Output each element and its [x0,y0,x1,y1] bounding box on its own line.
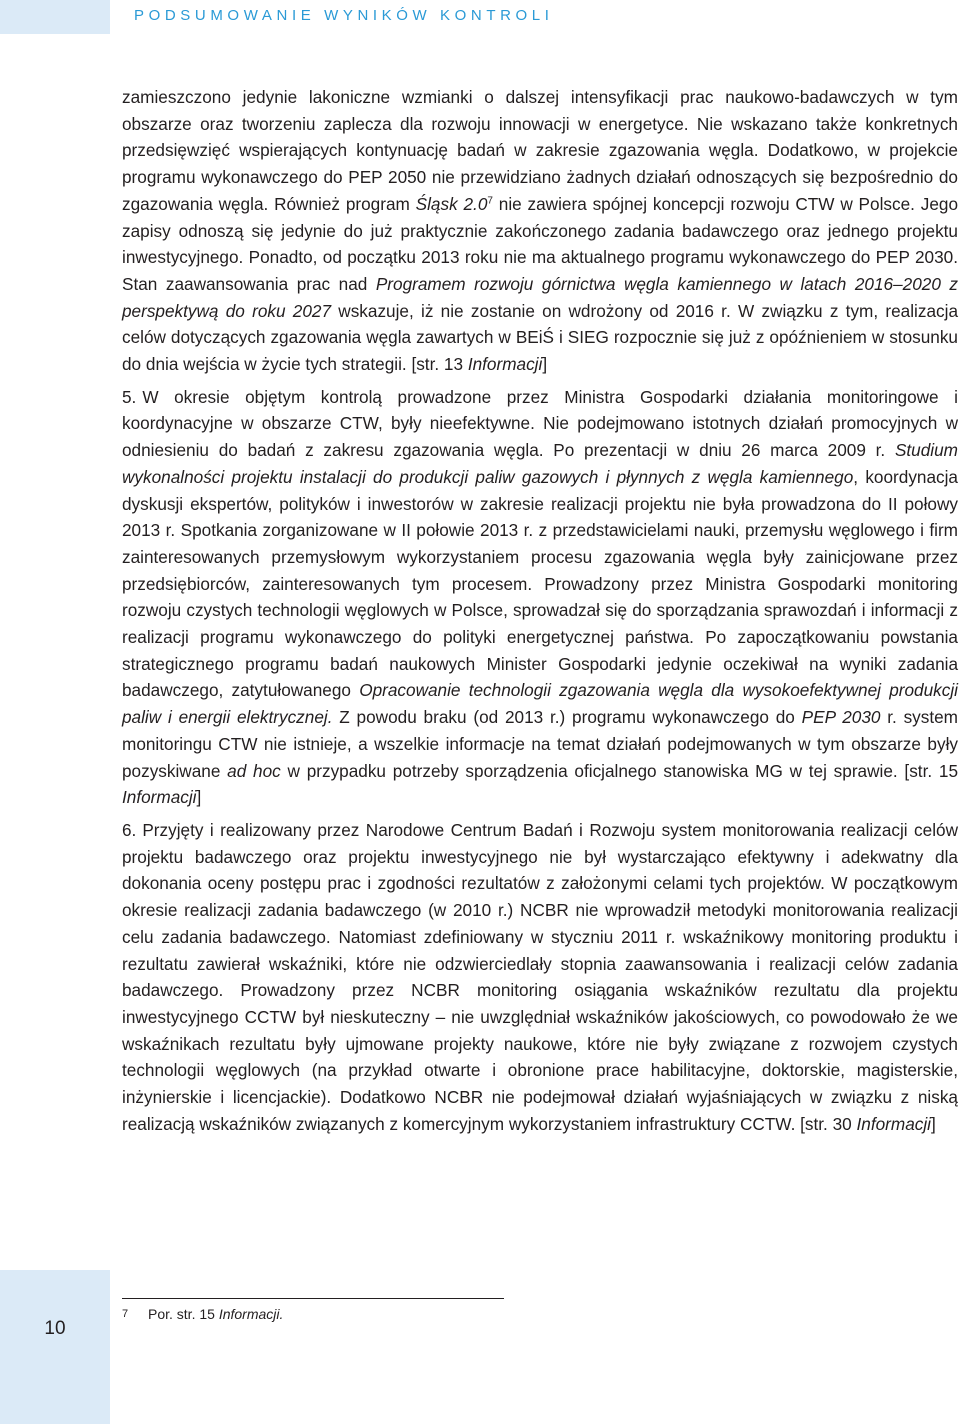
paragraph-number: 5. [122,386,137,407]
footnote-italic: Informacji. [218,1306,284,1322]
footnote [122,1304,283,1324]
reference-italic: Informacji [467,354,543,375]
paragraph-6 [122,817,958,1137]
text-run: W okresie objętym kontrolą prowadzone przez Ministra Gospodarki działania monitoringowe i koordynacyjne w obszarze CTW, były nieefektywne. Nie podejmowano istotnych działań promocyjnych w odniesieniu do badań z zakresu zgazowania węgla. Po prezentacji w dniu 26 marca 2009 r. [122,386,958,461]
paragraph-intro [122,84,958,378]
header-color-block [0,0,110,34]
reference-italic: Informacji [122,787,197,808]
page-number: 10 [44,1318,66,1339]
text-run: ] [542,354,548,375]
header-title: PODSUMOWANIE WYNIKÓW KONTROLI [134,7,554,24]
paragraph-number: 6. [122,819,137,840]
study-title: Studium wykonalności projektu instalacji do produkcji paliw gazowych i płynnych z węgla kamiennego [122,440,958,487]
text-run: ] [930,1113,936,1134]
footnote-text: Por. str. 15 [148,1306,219,1322]
footnote-number: 7 [122,1308,129,1320]
text-run: wskazuje, iż nie zostanie on wdrożony od 2016 r. W związku z tym, realizacja celów dotyczących zgazowania węgla zawartych w BEiŚ i SIEG rozpocznie się już z opóźnieniem w stosunku do dnia wejścia w życie tych strategii. [str. 13 [122,300,958,375]
footnote-ref[interactable]: 7 [487,195,493,207]
task-title: Opracowanie technologii zgazowania węgla dla wysokoefektywnej produkcji paliw i energii elektrycznej. [122,680,958,728]
text-run: nie zawiera spójnej koncepcji rozwoju CTW w Polsce. Jego zapisy odnoszą się jedynie do już praktycznie zakończonego zadania badawczego oraz jednego projektu inwestycyjnego. Ponadto, od początku 2013 roku nie ma aktualnego programu wykonawczego do PEP 2030. Stan zaawansowania prac nad [122,193,958,294]
page-number-panel [0,1270,110,1424]
footnote-divider [122,1298,504,1299]
text-run: zamieszczono jedynie lakoniczne wzmianki o dalszej intensyfikacji prac naukowo-badawczych w tym obszarze oraz tworzeniu zaplecza dla rozwoju innowacji w energetyce. Nie wskazano także konkretnych przedsięwzięć wspierających kontynuację badań w zakresie zgazowania węgla. Dodatkowo, w projekcie programu wykonawczego do PEP 2050 nie przewidziano żadnych działań odnoszących się bezpośrednio do zgazowania węgla. Również program [122,87,958,214]
text-run: Z powodu braku (od 2013 r.) programu wykonawczego do [332,707,802,728]
main-content [122,84,958,1143]
page-header [0,0,960,34]
program-title: Programem rozwoju górnictwa węgla kamiennego w latach 2016–2020 z perspektywą do roku 2027 [122,273,958,321]
text-run: r. system monitoringu CTW nie istnieje, a wszelkie informacje na temat działań podejmowanych w tym obszarze były pozyskiwane [122,707,958,781]
reference-italic: Informacji [856,1113,931,1134]
latin-phrase: ad hoc [227,760,281,781]
program-title: Śląsk 2.0 [415,193,488,214]
text-run: w przypadku potrzeby sporządzenia oficjalnego stanowiska MG w tej sprawie. [str. 15 [280,760,958,781]
program-title: PEP 2030 [801,707,881,728]
paragraph-5 [122,384,958,811]
text-run: ] [196,787,202,808]
text-run: , koordynacja dyskusji ekspertów, polityków i inwestorów w zakresie realizacji projektu nie była prowadzona do II połowy 2013 r. Spotkania zorganizowane w II połowie 2013 r. z przedstawicielami nauki, przemysłu węglowego i firm zainteresowanych przemysłowym wykorzystaniem procesu zgazowania węgla były zainicjowane przez przedsiębiorców, zainteresowanych tym procesem. Prowadzony przez Ministra Gospodarki monitoring rozwoju czystych technologii węglowych w Polsce, sprowadzał się do sporządzania sprawozdań i informacji z realizacji programu wykonawczego do polityki energetycznej państwa. Po zapoczątkowaniu powstania strategicznego programu badań naukowych Minister Gospodarki jedynie oczekiwał na wyniki zadania badawczego, zatytułowanego [122,466,958,701]
text-run: Przyjęty i realizowany przez Narodowe Centrum Badań i Rozwoju system monitorowania realizacji celów projektu badawczego oraz projektu inwestycyjnego nie był wystarczająco efektywny i adekwatny dla dokonania oceny postępu prac i zgodności rezultatów z założonymi celami tych projektów. W początkowym okresie realizacji zadania badawczego (w 2010 r.) NCBR nie wprowadził metodyki monitorowania realizacji celu zadania badawczego. Natomiast zdefiniowany w styczniu 2011 r. wskaźnikowy monitoring produktu i rezultatu zawierał wskaźniki, które nie odzwierciedlały stopnia zaawansowania i realizacji celów zadania badawczego. Prowadzony przez NCBR monitoring osiągania wskaźników rezultatu dla projektu inwestycyjnego CCTW był nieskuteczny – nie uwzględniał wskaźników jakościowych, co powodowało że we wskaźnikach rezultatu były ujmowane projekty naukowe, które nie były związane z rozwojem czystych technologii węglowych (na przykład otwarte i obronione prace habilitacyjne, doktorskie, magisterskie, inżynierskie i licencjackie). Dodatkowo NCBR nie podejmował działań wyjaśniających w związku z niską realizacją wskaźników związanych z komercyjnym wykorzystaniem infrastruktury CCTW. [str. 30 [122,819,958,1134]
